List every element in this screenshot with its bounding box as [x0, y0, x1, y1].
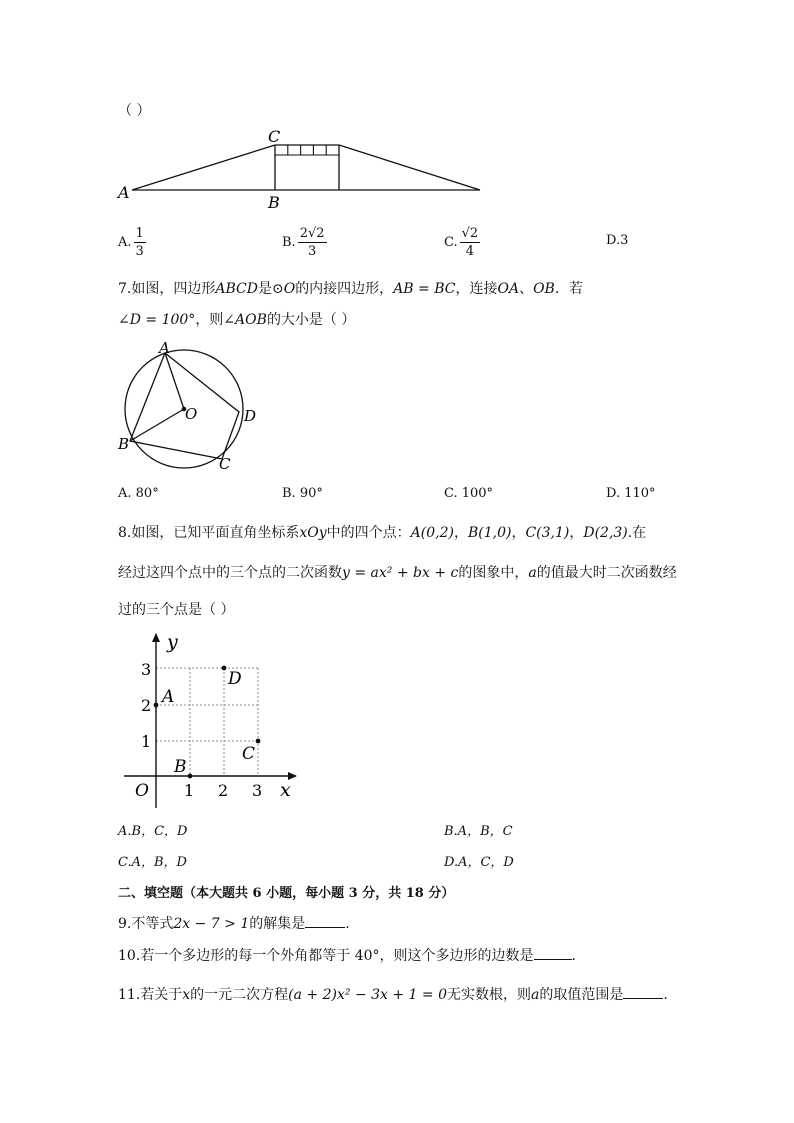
q7-label-d: D: [244, 407, 257, 425]
q8-line2: [118, 563, 677, 583]
q8-xoy: xOy: [299, 525, 327, 541]
q11-line: [118, 984, 668, 1005]
q8-text-2: 中的四个点：: [326, 525, 411, 541]
q7-option-d: D. 110°: [606, 486, 656, 501]
q7-aob: AOB: [235, 312, 267, 328]
q8-a: a: [528, 565, 537, 581]
q10-line: [118, 945, 576, 966]
q7-text-8: 的大小是（ ）: [266, 312, 356, 328]
q8-origin-label: O: [135, 781, 149, 801]
q8-y-tick-1: 1: [141, 732, 152, 751]
q8-dot-b: [188, 774, 193, 779]
q8-option-c: C.A，B，D: [118, 855, 187, 870]
q6-option-d-letter: D.: [606, 233, 621, 248]
q6-option-b-den: 3: [307, 244, 317, 259]
q7-ab-eq-bc: AB = BC: [393, 281, 456, 297]
q8-text-5: 的图象中，: [458, 565, 529, 581]
q6-figure: [110, 124, 500, 214]
q9-text-1: 9.不等式: [118, 916, 174, 932]
q6-option-d: [606, 233, 628, 248]
q6-option-a-num: 1: [135, 226, 144, 241]
section-2-heading: 二、填空题（本大题共 6 小题，每小题 3 分，共 18 分）: [118, 886, 455, 901]
q7-option-b: B. 90°: [282, 486, 323, 501]
q8-sep-1: ，: [453, 525, 468, 541]
q11-equation: (a + 2)x² − 3x + 1 = 0: [288, 987, 447, 1003]
q6-option-d-text: 3: [620, 233, 629, 248]
q8-point-c: C(3,1): [525, 525, 570, 541]
q6-label-c: C: [268, 127, 281, 146]
q6-option-b-num: 2√2: [299, 226, 325, 241]
q7-option-a: A. 80°: [118, 486, 159, 501]
q7-label-b: B: [118, 435, 130, 453]
q6-option-a-letter: A.: [118, 235, 132, 250]
q6-option-a-den: 3: [135, 244, 144, 259]
q7-option-c: C. 100°: [444, 486, 494, 501]
q6-option-b: [282, 225, 327, 260]
q8-dot-c: [256, 739, 261, 744]
q11-text-2: 的一元二次方程: [190, 987, 289, 1003]
q11-text-4: 的取值范围是: [539, 987, 624, 1003]
q6-left-slope: [132, 145, 275, 190]
q8-point-b: B(1,0): [467, 525, 512, 541]
q8-x-axis-label: x: [280, 779, 291, 801]
q8-label-d: D: [228, 669, 242, 689]
q8-label-b: B: [174, 757, 187, 777]
q7-text-3: 的内接四边形，: [295, 281, 394, 297]
q8-sep-2: ，: [511, 525, 526, 541]
q8-dot-d: [222, 666, 227, 671]
q7-text-7: ，则∠: [195, 312, 236, 328]
q8-y-axis-label: y: [167, 631, 178, 653]
q8-option-b: B.A，B，C: [444, 824, 513, 839]
q8-line1: [118, 523, 646, 543]
q7-text-2: 是⊙: [257, 281, 284, 297]
q11-x: x: [182, 987, 191, 1003]
q7-text-4: ，连接: [455, 281, 498, 297]
q9-text-2: 的解集是: [249, 916, 306, 932]
q7-figure: [110, 338, 270, 478]
q8-option-d: D.A，C，D: [444, 855, 514, 870]
q9-line: [118, 913, 350, 934]
q7-angle-d: ∠D = 100°: [118, 312, 196, 328]
q8-dot-a: [154, 703, 159, 708]
q6-option-a: [118, 225, 146, 260]
q6-answer-bracket: （ ）: [118, 103, 151, 119]
q7-line2: [118, 310, 355, 330]
q10-answer-blank[interactable]: [534, 945, 572, 960]
q7-label-o: O: [185, 405, 198, 423]
q7-label-c: C: [219, 455, 231, 473]
q8-line3: 过的三个点是（ ）: [118, 602, 235, 618]
q6-label-a: A: [118, 183, 130, 202]
q6-option-c-num: √2: [461, 226, 479, 241]
q8-text-4: 经过这四个点中的三个点的二次函数: [118, 565, 342, 581]
q7-segment-ob: [130, 409, 184, 441]
q8-label-c: C: [242, 744, 256, 764]
q6-option-b-letter: B.: [282, 235, 296, 250]
q10-end: .: [571, 948, 576, 964]
q7-line1: [118, 279, 583, 299]
q8-option-a: A.B，C，D: [118, 824, 188, 839]
q8-text-1: 8.如图，已知平面直角坐标系: [118, 525, 300, 541]
q11-end: .: [663, 987, 668, 1003]
q6-option-c-den: 4: [465, 244, 475, 259]
q8-point-d: D(2,3): [583, 525, 628, 541]
q8-x-tick-1: 1: [184, 781, 195, 800]
q7-ob: OB: [533, 281, 555, 297]
q7-text-1: 7.如图，四边形: [118, 281, 216, 297]
q8-y-tick-3: 3: [141, 660, 152, 679]
q8-y-tick-2: 2: [141, 696, 152, 715]
q11-answer-blank[interactable]: [623, 984, 663, 999]
q8-function: y = ax² + bx + c: [342, 565, 459, 581]
q7-o: O: [283, 281, 296, 297]
q11-text-1: 11.若关于: [118, 987, 183, 1003]
q6-step-dividers: [288, 145, 326, 155]
q8-x-tick-2: 2: [218, 781, 229, 800]
q7-oa: OA: [497, 281, 520, 297]
q8-sep-3: ，: [569, 525, 584, 541]
q11-text-3: 无实数根，则: [447, 987, 531, 1003]
q7-text-6: ．若: [554, 281, 583, 297]
q9-inequality: 2x − 7 > 1: [173, 916, 250, 932]
q7-abcd: ABCD: [215, 281, 258, 297]
q6-right-slope: [339, 145, 480, 190]
q7-label-a: A: [159, 339, 170, 357]
q8-x-tick-3: 3: [252, 781, 263, 800]
q6-option-c: [444, 225, 480, 260]
q9-answer-blank[interactable]: [305, 913, 345, 928]
q6-option-c-letter: C.: [444, 235, 458, 250]
q10-text: 10.若一个多边形的每一个外角都等于 40°，则这个多边形的边数是: [118, 948, 534, 964]
q8-point-a: A(0,2): [410, 525, 454, 541]
q8-label-a: A: [162, 687, 175, 707]
q7-text-5: 、: [519, 281, 534, 297]
q8-text-6: 的值最大时二次函数经: [536, 565, 677, 581]
q11-a: a: [531, 987, 540, 1003]
q8-text-3: .在: [627, 525, 647, 541]
q8-coordinate-figure: [118, 628, 318, 813]
q9-end: .: [345, 916, 350, 932]
q6-label-b: B: [268, 193, 280, 212]
